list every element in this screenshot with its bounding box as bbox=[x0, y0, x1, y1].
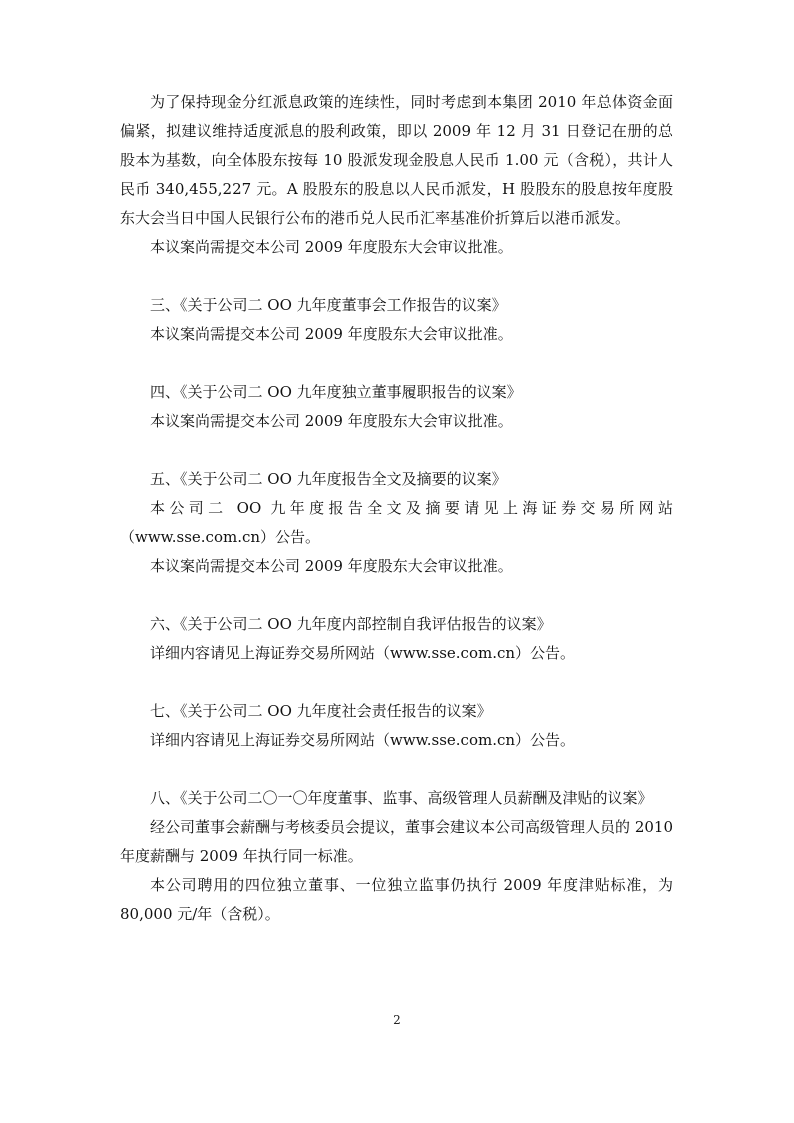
item5-body: 本公司二 OO 九年度报告全文及摘要请见上海证券交易所网站（www.sse.com.cn）公告。 bbox=[120, 499, 673, 546]
dividend-paragraph: 为了保持现金分红派息政策的连续性，同时考虑到本集团 2010 年总体资金面偏紧，拟建议维持适度派息的股利政策，即以 2009 年 12 月 31 日登记在册的总股本为基数，向全体股东按每 10 股派发现金股息人民币 1.00 元（含税），共计人民币 340,455,227 元。A 股股东的股息以人民币派发，H 股股东的股息按年度股东大会当日中国人民银行公布的港币兑人民币汇率基准价折算后以港币派发。 bbox=[120, 93, 673, 227]
document-body bbox=[120, 88, 673, 929]
item8-body-1: 经公司董事会薪酬与考核委员会提议，董事会建议本公司高级管理人员的 2010 年度薪酬与 2009 年执行同一标准。 bbox=[120, 818, 673, 865]
item4-title: 四、《关于公司二 OO 九年度独立董事履职报告的议案》 bbox=[150, 383, 522, 401]
item7-title: 七、《关于公司二 OO 九年度社会责任报告的议案》 bbox=[150, 702, 492, 720]
item5-title: 五、《关于公司二 OO 九年度报告全文及摘要的议案》 bbox=[150, 470, 507, 488]
item7-body: 详细内容请见上海证券交易所网站（www.sse.com.cn）公告。 bbox=[150, 731, 576, 749]
item3-title: 三、《关于公司二 OO 九年度董事会工作报告的议案》 bbox=[150, 296, 507, 314]
item5-approval-note: 本议案尚需提交本公司 2009 年度股东大会审议批准。 bbox=[150, 557, 513, 575]
item8-body-2: 本公司聘用的四位独立董事、一位独立监事仍执行 2009 年度津贴标准，为 80,000 元/年（含税）。 bbox=[120, 876, 673, 923]
item6-body: 详细内容请见上海证券交易所网站（www.sse.com.cn）公告。 bbox=[150, 644, 576, 662]
item3-approval-note: 本议案尚需提交本公司 2009 年度股东大会审议批准。 bbox=[150, 325, 513, 343]
dividend-approval-note: 本议案尚需提交本公司 2009 年度股东大会审议批准。 bbox=[150, 238, 513, 256]
item4-approval-note: 本议案尚需提交本公司 2009 年度股东大会审议批准。 bbox=[150, 412, 513, 430]
page-number: 2 bbox=[393, 1013, 401, 1027]
item8-title: 八、《关于公司二〇一〇年度董事、监事、高级管理人员薪酬及津贴的议案》 bbox=[150, 789, 653, 807]
item6-title: 六、《关于公司二 OO 九年度内部控制自我评估报告的议案》 bbox=[150, 615, 552, 633]
